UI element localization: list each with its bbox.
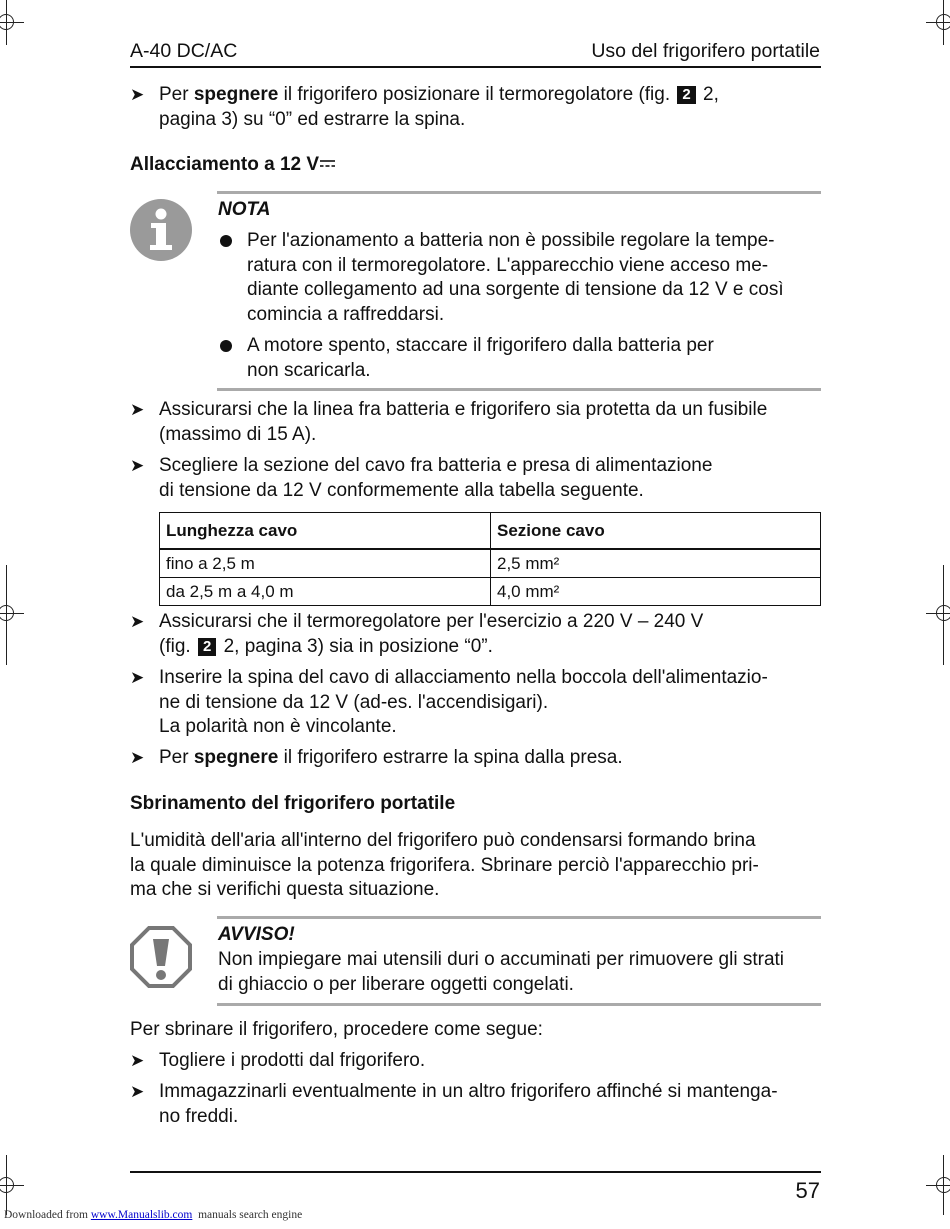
page-number: 57 — [795, 1178, 820, 1203]
crop-mark-bottom-left — [0, 1155, 30, 1215]
arrow-bullet-icon: ➤ — [130, 1051, 145, 1070]
info-icon — [130, 199, 192, 261]
crop-mark-top-left — [0, 0, 30, 45]
header-model: A-40 DC/AC — [130, 40, 238, 62]
arrow-bullet-icon: ➤ — [130, 400, 145, 419]
table-row — [160, 549, 821, 578]
table-cell: da 2,5 m a 4,0 m — [160, 578, 491, 606]
section-title-12v: Allacciamento a 12 V — [130, 153, 335, 178]
table-header-cell: Sezione cavo — [491, 513, 821, 550]
table-cell: 2,5 mm² — [491, 549, 821, 578]
crop-mark-mid-right — [920, 565, 950, 665]
section-title-defrost: Sbrinamento del frigorifero portatile — [130, 793, 456, 814]
arrow-bullet-icon: ➤ — [130, 85, 145, 104]
header-rule — [130, 66, 821, 68]
note-bullet-icon — [220, 235, 232, 247]
note-title: NOTA — [218, 199, 271, 220]
figure-ref-badge: 2 — [677, 86, 695, 104]
step-plug: Inserire la spina del cavo di allacciamento nella boccola dell'alimentazio- ne di tensione da 12 V (ad-es. l'accendisigari). La polarità non è vincolante. — [159, 667, 768, 737]
step-fuse: Assicurarsi che la linea fra batteria e frigorifero sia protetta da un fusibile (massimo di 15 A). — [159, 399, 768, 445]
header-section: Uso del frigorifero portatile — [591, 40, 820, 62]
arrow-bullet-icon: ➤ — [130, 748, 145, 767]
table-header-cell: Lunghezza cavo — [160, 513, 491, 550]
cable-table — [159, 512, 821, 606]
arrow-bullet-icon: ➤ — [130, 612, 145, 631]
note-top-rule — [217, 191, 821, 194]
warning-title: AVVISO! — [218, 924, 295, 945]
table-header-row — [160, 513, 821, 550]
note-bullet-2: A motore spento, staccare il frigorifero dalla batteria per non scaricarla. — [247, 335, 714, 381]
table-row — [160, 578, 821, 606]
figure-ref-badge: 2 — [198, 638, 216, 656]
warning-text: Non impiegare mai utensili duri o accuminati per rimuovere gli strati di ghiaccio o per liberare oggetti congelati. — [218, 949, 785, 995]
crop-mark-bottom-right — [920, 1155, 950, 1215]
arrow-bullet-icon: ➤ — [130, 456, 145, 475]
note-bullet-icon — [220, 340, 232, 352]
arrow-bullet-icon: ➤ — [130, 1082, 145, 1101]
table-cell: 4,0 mm² — [491, 578, 821, 606]
dc-symbol-icon — [320, 159, 335, 168]
manualslib-link[interactable]: www.Manualslib.com — [90, 1209, 193, 1221]
defrost-paragraph: L'umidità dell'aria all'interno del frigorifero può condensarsi formando brina la quale diminuisce la potenza frigorifera. Sbrinare perciò l'apparecchio pri- ma che si verifichi questa situazione. — [130, 830, 759, 900]
note-bottom-rule — [217, 388, 821, 391]
warning-top-rule — [217, 916, 821, 919]
footer-rule — [130, 1171, 821, 1173]
crop-mark-mid-left — [0, 565, 30, 665]
warning-octagon-icon — [130, 926, 192, 988]
download-footer: Downloaded from www.Manualslib.com manuals search engine — [4, 1209, 303, 1221]
procedure-intro: Per sbrinare il frigorifero, procedere come segue: — [130, 1019, 543, 1040]
step-cable-section: Scegliere la sezione del cavo fra batteria e presa di alimentazione di tensione da 12 V conformemente alla tabella seguente. — [159, 455, 713, 501]
crop-mark-top-right — [920, 0, 950, 45]
procedure-step-2: Immagazzinarli eventualmente in un altro frigorifero affinché si mantenga- no freddi. — [159, 1081, 778, 1127]
note-bullet-1: Per l'azionamento a batteria non è possibile regolare la tempe- ratura con il termoregolatore. L'apparecchio viene acceso me- diante collegamento ad una sorgente di tensione da 12 V e così comincia a raffreddarsi. — [247, 230, 784, 325]
warning-bottom-rule — [217, 1003, 821, 1006]
table-cell: fino a 2,5 m — [160, 549, 491, 578]
step-switch-off: Per spegnere il frigorifero estrarre la spina dalla presa. — [159, 747, 623, 768]
intro-step: Per spegnere il frigorifero posizionare il termoregolatore (fig. 2 2, pagina 3) su “0” ed estrarre la spina. — [159, 84, 719, 130]
procedure-step-1: Togliere i prodotti dal frigorifero. — [159, 1050, 426, 1071]
step-thermostat: Assicurarsi che il termoregolatore per l'esercizio a 220 V – 240 V (fig. 2 2, pagina 3) sia in posizione “0”. — [159, 611, 704, 657]
arrow-bullet-icon: ➤ — [130, 668, 145, 687]
